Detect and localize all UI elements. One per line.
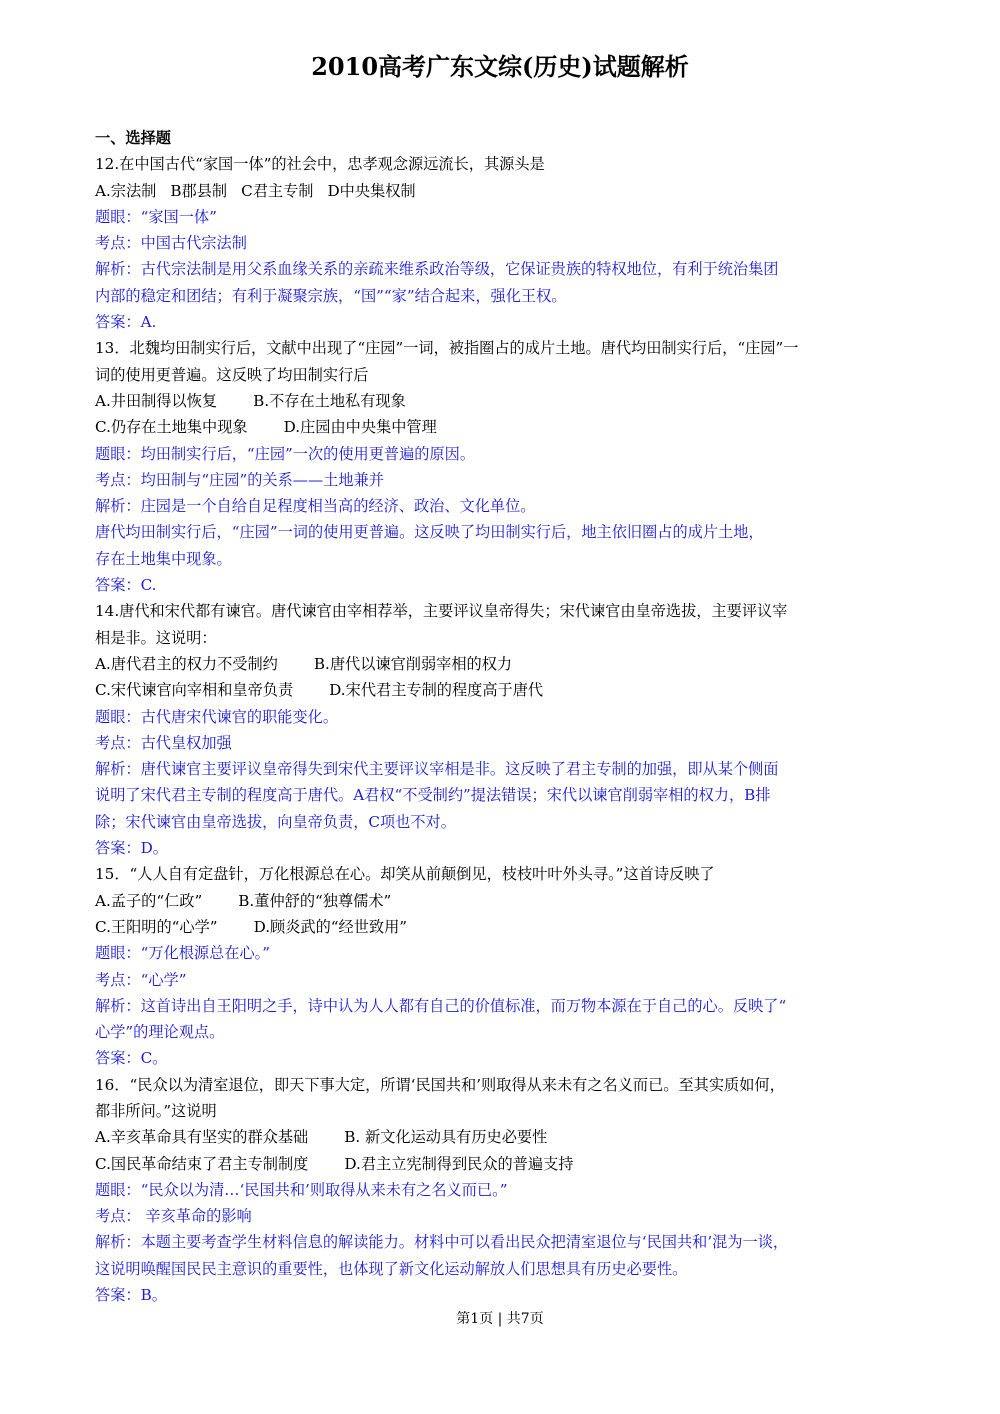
knowledge-point: 考点：均田制与“庄园”的关系——土地兼并 xyxy=(95,470,384,489)
option: B. 新文化运动具有历史必要性 xyxy=(344,1128,548,1147)
question-stem: 14.唐代和宋代都有谏官。唐代谏官由宰相荐举，主要评议皇帝得失；宋代谏官由皇帝选拔，主要评议宰 xyxy=(95,602,788,621)
knowledge-point: 考点：“心学” xyxy=(95,970,187,989)
option-line xyxy=(95,677,907,703)
document-body xyxy=(95,125,907,1308)
analysis-text: 解析：这首诗出自王阳明之手，诗中认为人人都有自己的价值标准，而万物本源在于自己的心。反映了“ xyxy=(95,996,787,1015)
knowledge-point: 考点：中国古代宗法制 xyxy=(95,234,247,253)
option: C君主专制 xyxy=(241,181,314,200)
analysis-text: 除；宋代谏官由皇帝选拔，向皇帝负责，C项也不对。 xyxy=(95,812,456,831)
question-stem: 词的使用更普遍。这反映了均田制实行后 xyxy=(95,365,369,384)
document-title: 2010高考广东文综(历史)试题解析 xyxy=(311,52,689,81)
option-line xyxy=(95,651,907,677)
option: C.王阳明的“心学” xyxy=(95,917,218,936)
option: D中央集权制 xyxy=(327,181,416,200)
answer-text: 答案：A. xyxy=(95,313,157,332)
option: C.国民革命结束了君主专制制度 xyxy=(95,1154,309,1173)
knowledge-point: 考点：古代皇权加强 xyxy=(95,733,232,752)
analysis-text: 解析：唐代谏官主要评议皇帝得失到宋代主要评议宰相是非。这反映了君主专制的加强，即从某个侧面 xyxy=(95,760,779,779)
option: C.仍存在土地集中现象 xyxy=(95,418,248,437)
section-heading: 一、选择题 xyxy=(95,129,171,147)
option: B.不存在土地私有现象 xyxy=(253,391,406,410)
question-focus: 题眼：“家国一体” xyxy=(95,207,217,226)
question-stem: 16．“民众以为清室退位，即天下事大定，所谓‘民国共和’则取得从来未有之名义而已。至其实质如何， xyxy=(95,1075,785,1094)
option-line xyxy=(95,388,907,414)
option: B郡县制 xyxy=(170,181,228,200)
question-focus: 题眼：“万化根源总在心。” xyxy=(95,944,270,963)
option: D.君主立宪制得到民众的普遍支持 xyxy=(344,1154,574,1173)
analysis-text: 解析：庄园是一个自给自足程度相当高的经济、政治、文化单位。 xyxy=(95,497,536,516)
option: C.宋代谏官向宰相和皇帝负责 xyxy=(95,681,294,700)
question-stem: 12.在中国古代“家国一体”的社会中，忠孝观念源远流长，其源头是 xyxy=(95,155,545,174)
page-footer: 第1页 | 共7页 xyxy=(456,1311,544,1327)
question-focus: 题眼：均田制实行后，“庄园”一次的使用更普遍的原因。 xyxy=(95,444,476,463)
option-line xyxy=(95,178,907,204)
option: D.庄园由中央集中管理 xyxy=(283,418,437,437)
option: A.孟子的“仁政” xyxy=(95,891,203,910)
answer-text: 答案：C. xyxy=(95,576,157,595)
option: D.顾炎武的“经世致用” xyxy=(253,917,408,936)
option: A.辛亥革命具有坚实的群众基础 xyxy=(95,1128,309,1147)
answer-text: 答案：D。 xyxy=(95,839,168,858)
analysis-text: 内部的稳定和团结；有利于凝聚宗族，“国”“家”结合起来，强化王权。 xyxy=(95,286,567,305)
option: A.井田制得以恢复 xyxy=(95,391,218,410)
question-stem: 都非所问。”这说明 xyxy=(95,1101,217,1120)
analysis-text: 解析：古代宗法制是用父系血缘关系的亲疏来维系政治等级，它保证贵族的特权地位，有利于统治集团 xyxy=(95,260,779,279)
question-stem: 15．“人人自有定盘针，万化根源总在心。却笑从前颠倒见，枝枝叶叶外头寻。”这首诗反映了 xyxy=(95,865,715,884)
option-line xyxy=(95,1124,907,1150)
option-line xyxy=(95,1151,907,1177)
option: A.宗法制 xyxy=(95,181,157,200)
option: D.宋代君主专制的程度高于唐代 xyxy=(329,681,544,700)
analysis-text: 存在土地集中现象。 xyxy=(95,549,232,568)
answer-text: 答案：C。 xyxy=(95,1049,168,1068)
option-line xyxy=(95,414,907,440)
question-stem: 13．北魏均田制实行后，文献中出现了“庄园”一词，被指圈占的成片土地。唐代均田制实行后，“庄园”一 xyxy=(95,339,799,358)
option: B.唐代以谏官削弱宰相的权力 xyxy=(313,654,513,673)
question-stem: 相是非。这说明： xyxy=(95,628,217,647)
question-focus: 题眼：古代唐宋代谏官的职能变化。 xyxy=(95,707,338,726)
analysis-text: 这说明唤醒国民民主意识的重要性，也体现了新文化运动解放人们思想具有历史必要性。 xyxy=(95,1259,688,1278)
analysis-text: 解析：本题主要考查学生材料信息的解读能力。材料中可以看出民众把清室退位与‘民国共和’混为一谈， xyxy=(95,1233,789,1252)
analysis-text: 心学”的理论观点。 xyxy=(95,1023,225,1042)
option: B.董仲舒的“独尊儒术” xyxy=(238,891,392,910)
analysis-text: 唐代均田制实行后，“庄园”一词的使用更普遍。这反映了均田制实行后，地主依旧圈占的成片土地， xyxy=(95,523,764,542)
analysis-text: 说明了宋代君主专制的程度高于唐代。A君权“不受制约”提法错误；宋代以谏官削弱宰相的权力，B排 xyxy=(95,786,771,805)
answer-text: 答案：B。 xyxy=(95,1286,167,1305)
option: A.唐代君主的权力不受制约 xyxy=(95,654,278,673)
question-focus: 题眼：“民众以为清…‘民国共和’则取得从来未有之名义而已。” xyxy=(95,1180,508,1199)
option-line xyxy=(95,914,907,940)
option-line xyxy=(95,888,907,914)
knowledge-point: 考点： 辛亥革命的影响 xyxy=(95,1207,252,1226)
